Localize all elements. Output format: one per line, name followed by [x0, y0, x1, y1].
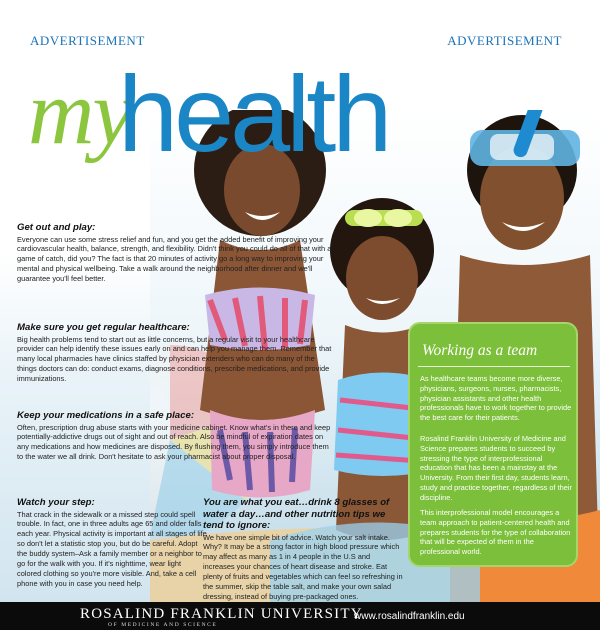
team-box-paragraph: Rosalind Franklin University of Medicine and Science prepares students to succeed by stressing the type of interprofessional education that has been a mainstay at the University. From their first day, students learn, study and practice together, regardless of their discipline.	[420, 434, 573, 502]
team-box-title: Working as a team	[422, 342, 538, 359]
section-heading: Keep your medications in a safe place:	[17, 410, 195, 421]
section-watch-your-step	[17, 497, 207, 589]
university-wordmark-subtitle: OF MEDICINE AND SCIENCE	[108, 622, 218, 628]
section-body: That crack in the sidewalk or a missed step could spell trouble. In fact, one in three adults age 65 and older falls each year. Physical activity is important at all stages of life so don't let a statistic stop you, but do be careful. Adopt the buddy system–Ask a family member or a neighbor to go for the walk with you. If it's nighttime, wear light colored clothing so you're more visible. And, take a cell phone with you in case you need help.	[17, 509, 207, 588]
title-my: my	[28, 61, 132, 163]
section-get-out-and-play	[17, 222, 335, 284]
section-body: Big health problems tend to start out as little concerns, but a regular visit to your healthcare provider can help identify these issues early on and can help you manage them. Remember that many local pharmacies have clinics staffed by physician extenders who can do many of the things doctors can do: conduct exams, diagnose conditions, prescribe medications, and provide immunizations.	[17, 334, 332, 384]
section-heading: You are what you eat…drink 8 glasses of water a day…and other nutrition tips we tend to ignore:	[203, 497, 390, 531]
advertisement-label-right: ADVERTISEMENT	[447, 33, 562, 48]
website-link[interactable]: www.rosalindfranklin.edu	[354, 611, 465, 622]
working-as-a-team-box	[408, 322, 578, 567]
team-box-divider	[418, 366, 570, 367]
section-body: Often, prescription drug abuse starts with your medicine cabinet. Know what's in there and keep potentially-addictive drugs out of sight and out of reach. Also be mindful of expiration dates on any medications and how medicines are disposed. By flushing them, you simply introduce them to the water we all drink. Don't hesitate to ask your pharmacist about proper disposal.	[17, 422, 331, 462]
section-body: Everyone can use some stress relief and fun, and you get the added benefit of improving your cardiovascular health, balance, strength, and flexibility. Didn't think you could do all of that with a game of catch, did you? The fact is that 20 minutes of activity go a long way to improving your mental and physical wellbeing. Take a walk around the neighborhood after dinner and we'll guarantee you'll feel better.	[17, 234, 332, 284]
team-box-paragraph: This interprofessional model encourages a team approach to patient-centered health and prepares students for the type of collaboration that will be expected of them in the professional world.	[420, 508, 571, 557]
section-regular-healthcare	[17, 322, 335, 384]
section-nutrition-tips	[203, 497, 403, 602]
section-heading: Watch your step:	[17, 497, 95, 508]
footer-bar	[0, 602, 600, 630]
university-wordmark: ROSALIND FRANKLIN UNIVERSITY	[80, 606, 363, 622]
advertisement-label-left: ADVERTISEMENT	[30, 33, 145, 48]
section-heading: Make sure you get regular healthcare:	[17, 322, 190, 333]
section-body: We have one simple bit of advice. Watch your salt intake. Why? It may be a strong factor in high blood pressure which may affect as many as 1 in 4 people in the U.S and increases your chances of heart disease and stroke. Eat plenty of fruits and vegetables which can feel so refreshing in the summer, skip the table salt, and make your own salad dressing, instead of buying pre-packaged ones.	[203, 532, 403, 602]
section-heading: Get out and play:	[17, 222, 96, 233]
team-box-paragraph: As healthcare teams become more diverse, physicians, surgeons, nurses, pharmacists, physician assistants and other health professionals have to work together to provide the best care for their patients.	[420, 374, 572, 423]
section-medications-safe-place	[17, 410, 335, 462]
title-health: health	[118, 53, 389, 174]
